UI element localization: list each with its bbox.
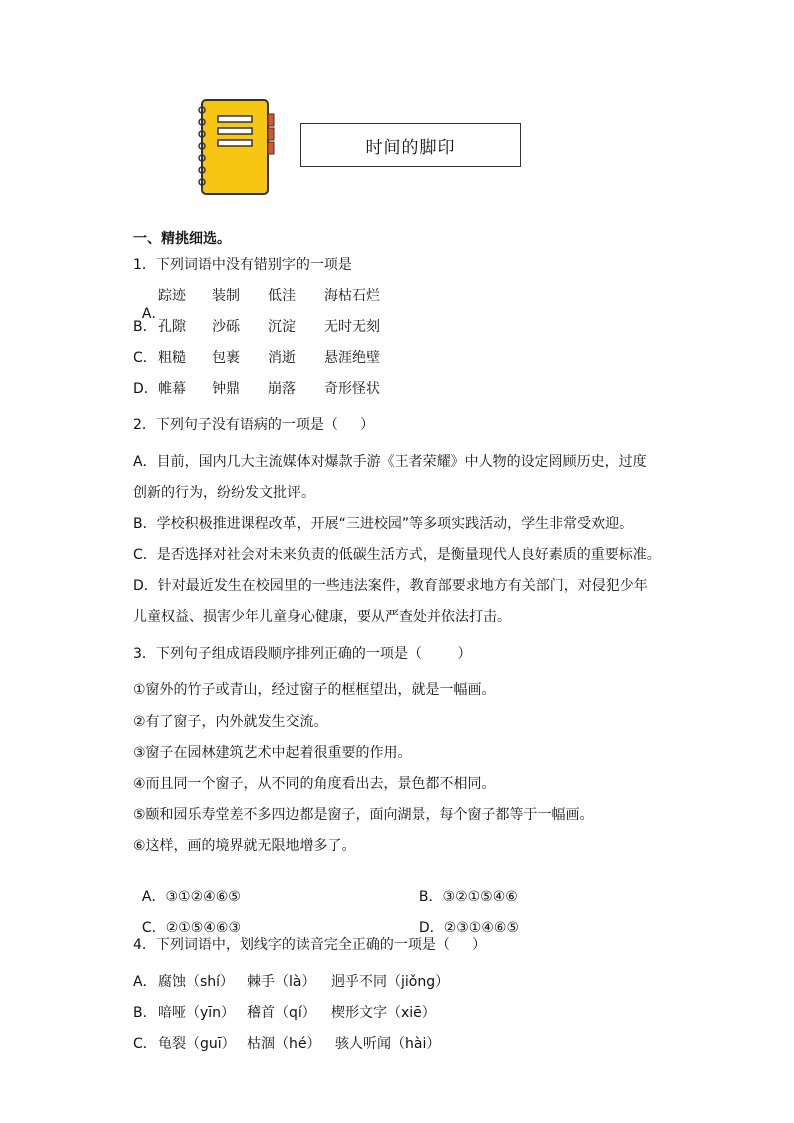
q1-c-word: 包裹: [212, 350, 240, 366]
q1-d-word: 崩落: [268, 381, 296, 397]
q3-sentence: ③窗子在园林建筑艺术中起着很重要的作用。: [133, 745, 412, 761]
q3-sentence: ①窗外的竹子或青山，经过窗子的框框望出，就是一幅画。: [133, 682, 496, 698]
notebook-icon: [196, 98, 276, 196]
q2-line: B．学校积极推进课程改革，开展“三进校园”等多项实践活动，学生非常受欢迎。: [133, 516, 634, 532]
q1-b-word: 无时无刻: [324, 319, 380, 335]
q4-item: 腐蚀（shí）: [158, 974, 235, 990]
q4-item: 枯涸（hé）: [247, 1036, 321, 1052]
page-title: 时间的脚印: [300, 123, 521, 167]
q3-sentence: ⑥这样，画的境界就无限地增多了。: [133, 838, 356, 854]
q1-a-word: 海枯石烂: [324, 288, 380, 304]
q3-sentence: ②有了窗子，内外就发生交流。: [133, 714, 328, 730]
q1-b-word: 沙砾: [212, 319, 240, 335]
q4-item: 龟裂（guī）: [158, 1036, 236, 1052]
q4-item: 楔形文字（xiē）: [331, 1005, 436, 1021]
q3-sentence: ④而且同一个窗子，从不同的角度看出去，景色都不相同。: [133, 776, 496, 792]
q3-choice-c: C．②①⑤④⑥③: [141, 920, 241, 936]
q1-a-word: 低洼: [268, 288, 296, 304]
q2-line: 创新的行为，纷纷发文批评。: [133, 485, 315, 501]
section-heading: 一、精挑细选。: [133, 231, 231, 247]
q3-choice-b: B．③②①⑤④⑥: [418, 889, 518, 905]
q4-item: 稽首（qí）: [247, 1005, 316, 1021]
q2-line: C．是否选择对社会对未来负责的低碳生活方式，是衡量现代人良好素质的重要标准。: [133, 547, 661, 563]
q1-b-word: 孔隙: [158, 319, 186, 335]
q1-a-word: 踪迹: [158, 288, 186, 304]
q1-c-word: 悬涯绝壁: [324, 350, 380, 366]
q1-b-word: 沉淀: [268, 319, 296, 335]
q1-option-a: A．: [141, 306, 166, 322]
q4-option-b-label: B．: [133, 1005, 157, 1021]
q4-item: 骇人听闻（hài）: [335, 1036, 441, 1052]
q3-choice-d: D．②③①④⑥⑤: [418, 920, 519, 936]
q4-item: 喑哑（yīn）: [158, 1005, 236, 1021]
q4-stem: 4．下列词语中，划线字的读音完全正确的一项是（ ）: [133, 937, 487, 953]
q4-item: 迥乎不同（jiǒng）: [331, 974, 450, 990]
q2-stem: 2．下列句子没有语病的一项是（ ）: [133, 417, 375, 433]
q1-a-word: 装制: [212, 288, 240, 304]
q1-option-c: C．: [133, 350, 157, 366]
q1-c-word: 消逝: [268, 350, 296, 366]
q2-line: A．目前，国内几大主流媒体对爆款手游《王者荣耀》中人物的设定罔顾历史，过度: [133, 454, 647, 470]
q1-d-word: 钟鼎: [212, 381, 240, 397]
q4-option-a-label: A．: [133, 974, 157, 990]
q1-stem: 1．下列词语中没有错别字的一项是: [133, 257, 352, 273]
q3-choice-a: A．③①②④⑥⑤: [141, 889, 241, 905]
q3-sentence: ⑤颐和园乐寿堂差不多四边都是窗子，面向湖景，每个窗子都等于一幅画。: [133, 807, 594, 823]
q2-line: 儿童权益、损害少年儿童身心健康，要从严查处并依法打击。: [133, 609, 511, 625]
q1-option-b: B．: [133, 319, 157, 335]
q1-option-d: D．: [133, 381, 158, 397]
q4-option-c-label: C．: [133, 1036, 157, 1052]
q3-stem: 3．下列句子组成语段顺序排列正确的一项是（ ）: [133, 646, 472, 662]
q1-d-word: 帷幕: [158, 381, 186, 397]
q1-c-word: 粗糙: [158, 350, 186, 366]
q1-d-word: 奇形怪状: [324, 381, 380, 397]
q4-item: 棘手（là）: [247, 974, 316, 990]
q2-line: D．针对最近发生在校园里的一些违法案件，教育部要求地方有关部门，对侵犯少年: [133, 578, 648, 594]
